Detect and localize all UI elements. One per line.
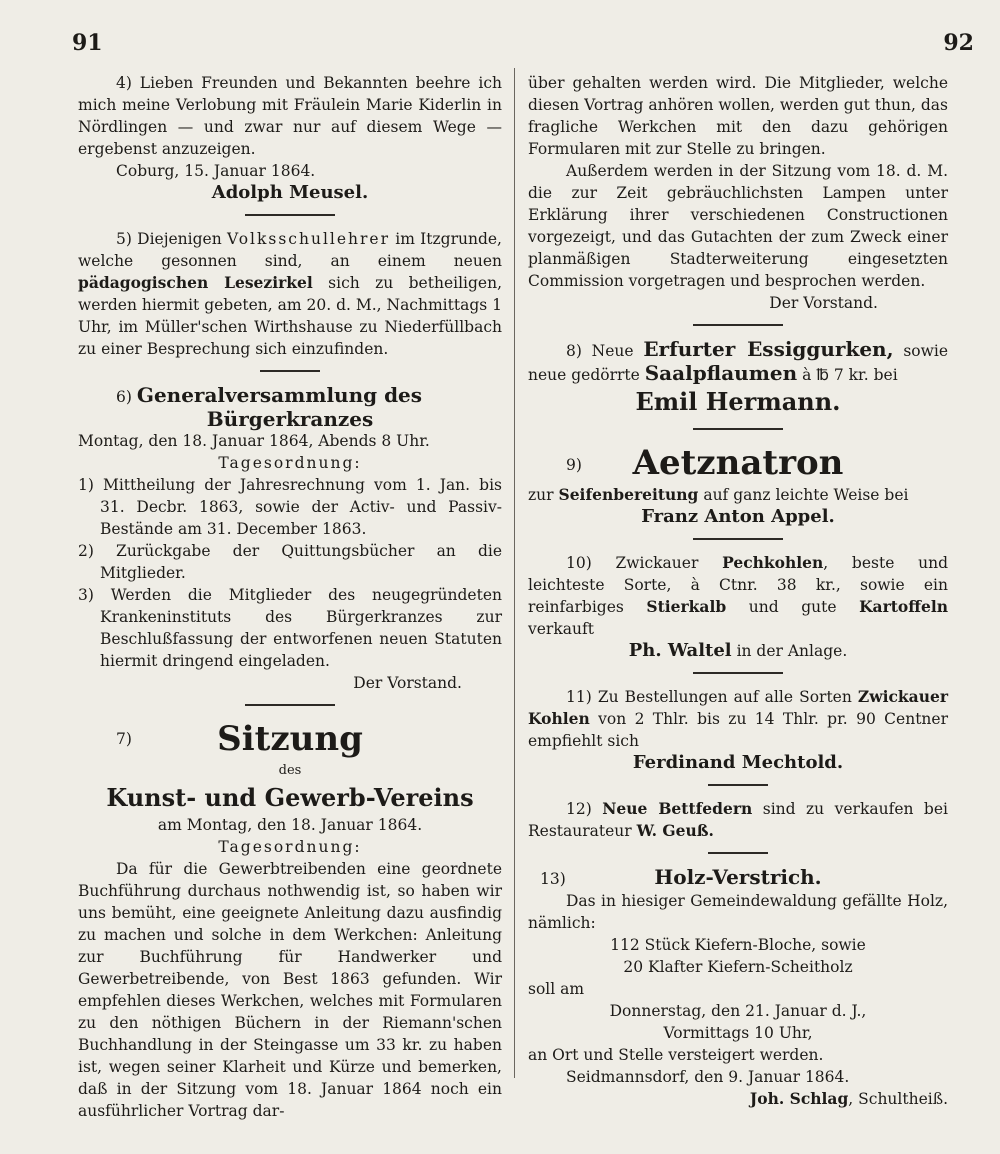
text-part: zur: [528, 486, 559, 504]
text-part: im Itzgrunde, welche gesonnen sind, an einem neuen: [78, 230, 502, 270]
notice-number: 13): [540, 870, 566, 888]
agenda-item: 2) Zurückgabe der Quittungsbücher an die Mitglieder.: [78, 542, 502, 582]
signature: Emil Hermann.: [635, 387, 841, 416]
left-column: [78, 72, 502, 1122]
signature: [528, 640, 948, 662]
notice-number: 6): [116, 388, 132, 406]
text-part: auf ganz leichte Weise bei: [698, 486, 909, 504]
notice-text: Das in hiesiger Gemeindewaldung gefällte Holz, nämlich:: [528, 892, 948, 932]
text-part: in der Anlage.: [731, 642, 848, 660]
agenda-label: Tagesordnung:: [218, 454, 362, 472]
text-part: sich zu betheiligen, werden hiermit gebeten, am 20. d. M., Nachmittags 1 Uhr, im Müller'schen Wirthshause zu Niederfüllbach zu einer Besprechung sich einzufinden.: [78, 274, 502, 358]
text-part: 5) Diejenigen: [116, 230, 227, 248]
text-part: 11) Zu Bestellungen auf alle Sorten: [566, 688, 858, 706]
bold-text: Seifenbereitung: [558, 485, 699, 504]
notice-5-teachers: [78, 228, 502, 360]
signature: Der Vorstand.: [353, 674, 462, 692]
notice-7-trade-association: [78, 718, 502, 1122]
lot-item: 20 Klafter Kiefern-Scheitholz: [623, 958, 853, 976]
notice-13-wood-auction: [528, 866, 948, 1110]
bold-text: W. Geuß.: [636, 821, 714, 840]
text-part: , Schultheiß.: [848, 1090, 948, 1108]
notice-text: [528, 798, 948, 842]
notice-text: [528, 338, 948, 386]
place-date: Coburg, 15. Januar 1864.: [116, 162, 316, 180]
notice-title: Aetznatron: [632, 443, 844, 483]
notice-text: an Ort und Stelle versteigert werden.: [528, 1046, 824, 1064]
body-text: Außerdem werden in der Sitzung vom 18. d. M. die zur Zeit gebräuchlichsten Lampen unter Erklärung ihrer verschiedenen Constructionen vorgezeigt, und das Gutachten der zum Zweck einer planmäßigen Stadterweiterung eingesetzten Commission vorgetragen und besprochen werden.: [528, 162, 948, 290]
right-column: [528, 72, 948, 1110]
heading-line: [528, 442, 948, 484]
signature-name: Ph. Waltel: [628, 640, 732, 661]
text-part: und gute: [726, 598, 860, 616]
bold-text: Erfurter Essiggurken,: [643, 337, 894, 361]
spaced-text: Volksschullehrer: [226, 230, 391, 248]
signature: Franz Anton Appel.: [641, 506, 835, 527]
association-name: Kunst- und Gewerb-Vereins: [106, 783, 474, 812]
signature-name: Joh. Schlag: [749, 1089, 849, 1108]
notice-title: Generalversammlung des: [136, 383, 423, 407]
place-date: Seidmannsdorf, den 9. Januar 1864.: [566, 1068, 850, 1086]
notice-12-feathers: [528, 798, 948, 842]
notice-title: Holz-Verstrich.: [654, 865, 822, 889]
divider-rule: [708, 784, 768, 786]
notice-text: [78, 228, 502, 360]
notice-number: 9): [566, 456, 582, 474]
agenda-label: Tagesordnung:: [218, 838, 362, 856]
bold-text: Pechkohlen: [722, 553, 824, 572]
notice-text: 4) Lieben Freunden und Bekannten beehre ich mich meine Verlobung mit Fräulein Marie Kiderlin in Nördlingen — und zwar nur auf diesem Wege — ergebenst anzuzeigen.: [78, 74, 502, 158]
signature: Adolph Meusel.: [211, 182, 369, 203]
divider-rule: [693, 538, 783, 540]
notice-7-continued: [528, 72, 948, 314]
bold-text: Zwickauer Kohlen: [528, 687, 948, 728]
notice-9-caustic-soda: [528, 442, 948, 528]
divider-rule: [708, 852, 768, 854]
text-part: 10) Zwickauer: [566, 554, 723, 572]
heading-line: [78, 718, 502, 760]
notice-10-coal: [528, 552, 948, 662]
text-part: à ℔ 7 kr. bei: [797, 366, 898, 384]
text-part: von 2 Thlr. bis zu 14 Thlr. pr. 90 Centner empfiehlt sich: [528, 710, 948, 750]
des-word: des: [278, 763, 302, 778]
divider-rule: [245, 214, 335, 216]
text-part: , beste und leichteste Sorte, à Ctnr. 38 kr., sowie ein reinfarbiges: [528, 554, 948, 616]
auction-time: Vormittags 10 Uhr,: [663, 1024, 813, 1042]
signature: Ferdinand Mechtold.: [632, 752, 844, 773]
notice-text: [528, 686, 948, 752]
divider-rule: [260, 370, 320, 372]
text-part: 8) Neue: [566, 342, 644, 360]
notice-number: 7): [116, 730, 132, 748]
notice-text: soll am: [528, 980, 585, 998]
auction-date: Donnerstag, den 21. Januar d. J.,: [609, 1002, 867, 1020]
divider-rule: [693, 428, 783, 430]
agenda-item: 3) Werden die Mitglieder des neugegründeten Krankeninstituts des Bürgerkranzes zur Beschlußfassung der entworfenen neuen Statuten hiermit dringend eingeladen.: [78, 586, 502, 670]
signature: Der Vorstand.: [769, 294, 878, 312]
divider-rule: [245, 704, 335, 706]
text-part: sowie neue gedörrte: [528, 342, 948, 384]
notice-6-general-assembly: [78, 384, 502, 694]
text-part: sind zu verkaufen bei Restaurateur: [528, 800, 948, 840]
notice-title-2: Bürgerkranzes: [206, 407, 374, 431]
notice-4-engagement: [78, 72, 502, 204]
notice-title: Sitzung: [217, 719, 363, 759]
heading-line: [528, 866, 948, 890]
meeting-date: Montag, den 18. Januar 1864, Abends 8 Uhr.: [78, 432, 430, 450]
bold-text: Kartoffeln: [859, 597, 948, 616]
column-divider: [514, 68, 515, 1078]
divider-rule: [693, 324, 783, 326]
bold-text: Stierkalb: [646, 597, 727, 616]
bold-text: Saalpflaumen: [644, 361, 798, 385]
divider-rule: [693, 672, 783, 674]
notice-text: [528, 484, 948, 506]
notice-8-pickles: [528, 338, 948, 418]
signature: [528, 1088, 948, 1110]
lot-item: 112 Stück Kiefern-Bloche, sowie: [610, 936, 866, 954]
bold-text: Neue Bettfedern: [602, 799, 753, 818]
body-text: über gehalten werden wird. Die Mitglieder, welche diesen Vortrag anhören wollen, werden gut thun, das fragliche Werkchen mit den dazu gehörigen Formularen mit zur Stelle zu bringen.: [528, 74, 948, 158]
text-part: verkauft: [528, 620, 594, 638]
page-number-right: 92: [943, 30, 974, 56]
text-part: 12): [566, 800, 603, 818]
notice-11-coal-orders: [528, 686, 948, 774]
bold-text: pädagogischen Lesezirkel: [78, 273, 313, 292]
heading-line: [78, 384, 502, 408]
agenda-item: 1) Mittheilung der Jahresrechnung vom 1. Jan. bis 31. Decbr. 1863, sowie der Activ- und Passiv-Bestände am 31. December 1863.: [78, 476, 502, 538]
page-number-left: 91: [72, 30, 103, 56]
notice-text: [528, 552, 948, 640]
notice-body: Da für die Gewerbtreibenden eine geordnete Buchführung durchaus nothwendig ist, so haben wir uns bemüht, eine geeignete Anleitung dazu ausfindig zu machen und solche in dem Werkchen: Anleitung zur Buchführung für Handwerker und Gewerbetreibende, von Best 1863 gefunden. Wir empfehlen dieses Werkchen, welches mit Formularen zu den nöthigen Büchern in der Riemann'schen Buchhandlung in der Steingasse um 33 kr. zu haben ist, wegen seiner Klarheit und Kürze und bemerken, daß in der Sitzung vom 18. Januar 1864 noch ein ausführlicher Vortrag dar-: [78, 860, 502, 1120]
meeting-date: am Montag, den 18. Januar 1864.: [157, 816, 423, 834]
